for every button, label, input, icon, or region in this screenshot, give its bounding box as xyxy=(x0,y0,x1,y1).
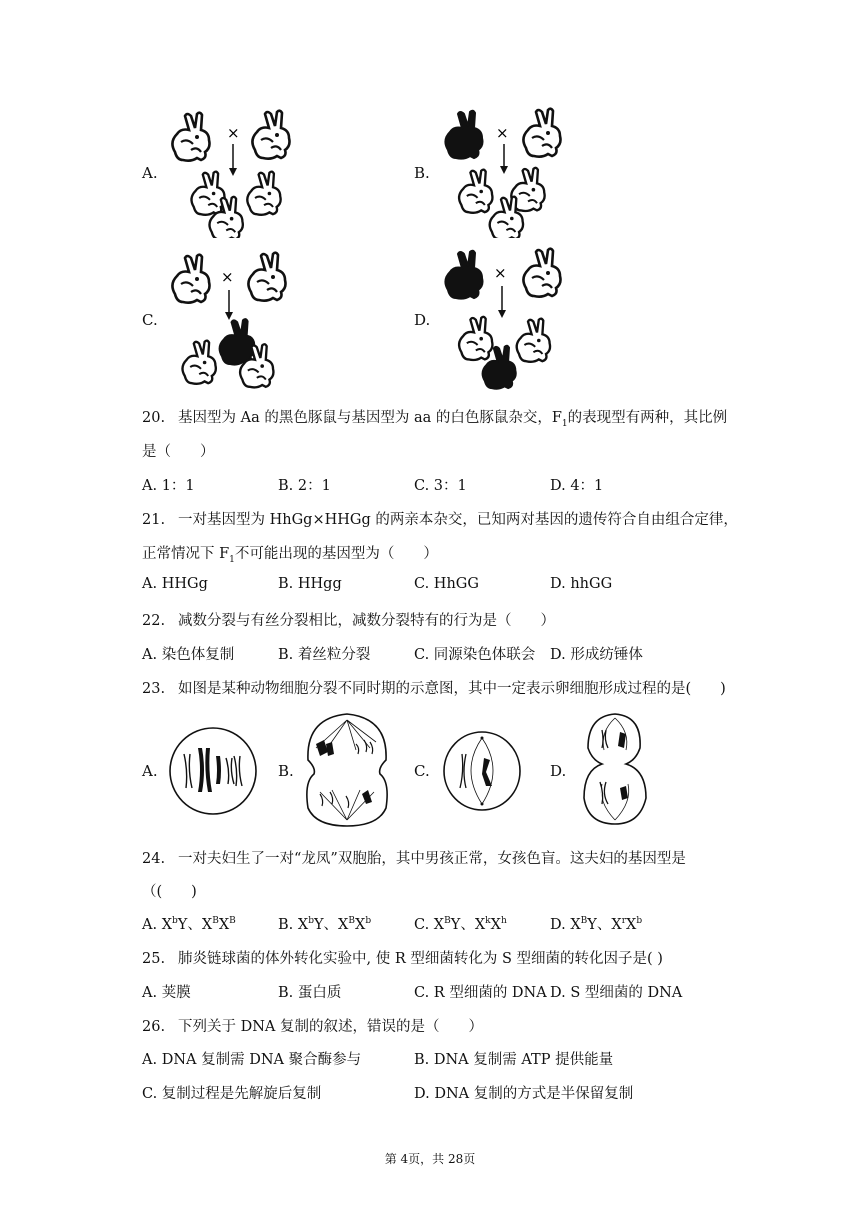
q20-stem-line2: 是（ ） xyxy=(142,444,215,460)
q25-option-b[interactable]: B. 蛋白质 xyxy=(278,985,342,1001)
q19-option-a-label: A. xyxy=(142,164,158,182)
page-footer: 第 4页，共 28页 xyxy=(384,1152,476,1166)
q19-option-b-label: B. xyxy=(414,164,430,182)
q21-stem-line1: 21. 一对基因型为 HhGg×HHGg 的两亲本杂交，已知两对基因的遗传符合自由组合定律， xyxy=(142,512,738,528)
q26-option-d[interactable]: D. DNA 复制的方式是半保留复制 xyxy=(414,1086,634,1102)
q26-stem: 26. 下列关于 DNA 复制的叙述，错误的是（ ） xyxy=(142,1019,484,1035)
q24-stem-line1: 24. 一对夫妇生了一对“龙凤”双胞胎，其中男孩正常，女孩色盲。这夫妇的基因型是 xyxy=(142,851,686,867)
q23-cell-a xyxy=(168,726,258,820)
q25-option-d[interactable]: D. S 型细菌的 DNA xyxy=(550,985,683,1001)
q21-option-c[interactable]: C. HhGG xyxy=(414,576,479,592)
q23-stem: 23. 如图是某种动物细胞分裂不同时期的示意图，其中一定表示卵细胞形成过程的是( ) xyxy=(142,681,726,697)
q23-cell-c xyxy=(442,730,522,816)
q23-cell-b xyxy=(302,712,392,832)
q25-option-c[interactable]: C. R 型细菌的 DNA xyxy=(414,985,547,1001)
svg-text:×: × xyxy=(221,268,234,286)
q21-stem-line2: 正常情况下 $F_1$不可能出现的基因型为（ ） xyxy=(142,546,438,565)
q23-option-d-label: D. xyxy=(550,762,567,780)
q22-option-d[interactable]: D. 形成纺锤体 xyxy=(550,647,643,663)
q21-option-b[interactable]: B. HHgg xyxy=(278,576,342,592)
q20-stem-line1: 20. 基因型为 Aa 的黑色豚鼠与基因型为 aa 的白色豚鼠杂交，$F_1$的表现型有两种，其比例 xyxy=(142,410,728,429)
q22-stem: 22. 减数分裂与有丝分裂相比，减数分裂特有的行为是（ ） xyxy=(142,613,555,629)
q20-option-b[interactable]: B. 2：1 xyxy=(278,478,331,494)
q19-figure-c xyxy=(165,250,300,394)
svg-text:×: × xyxy=(496,124,509,142)
q25-stem: 25. 肺炎链球菌的体外转化实验中, 使 R 型细菌转化为 S 型细菌的转化因子是( ) xyxy=(142,951,663,967)
q19-figure-d xyxy=(438,246,573,396)
q26-option-b[interactable]: B. DNA 复制需 ATP 提供能量 xyxy=(414,1052,614,1068)
q24-option-a[interactable]: A. $X^bY$、$X^BX^B$ xyxy=(142,916,236,933)
q24-option-b[interactable]: B. $X^bY$、$X^BX^b$ xyxy=(278,916,372,933)
q26-option-c[interactable]: C. 复制过程是先解旋后复制 xyxy=(142,1086,322,1102)
q22-option-c[interactable]: C. 同源染色体联会 xyxy=(414,647,536,663)
q23-option-a-label: A. xyxy=(142,762,158,780)
q23-option-c-label: C. xyxy=(414,762,430,780)
q23-cell-d xyxy=(580,712,650,830)
q19-option-c-label: C. xyxy=(142,311,158,329)
q24-option-c[interactable]: C. $X^BY$、$X^kX^h$ xyxy=(414,916,507,933)
q21-option-d[interactable]: D. hhGG xyxy=(550,576,613,592)
q20-option-a[interactable]: A. 1：1 xyxy=(142,478,195,494)
svg-text:×: × xyxy=(227,124,240,142)
q20-option-d[interactable]: D. 4：1 xyxy=(550,478,604,494)
q24-option-d[interactable]: D. $X^BY$、$X^rX^b$ xyxy=(550,916,643,933)
svg-text:×: × xyxy=(494,264,507,282)
q20-option-c[interactable]: C. 3：1 xyxy=(414,478,467,494)
q26-option-a[interactable]: A. DNA 复制需 DNA 聚合酶参与 xyxy=(142,1052,362,1068)
q19-figure-b xyxy=(438,106,573,242)
q19-figure-a xyxy=(165,108,300,242)
q25-option-a[interactable]: A. 荚膜 xyxy=(142,985,191,1001)
q22-option-a[interactable]: A. 染色体复制 xyxy=(142,647,235,663)
q19-option-d-label: D. xyxy=(414,311,431,329)
q21-option-a[interactable]: A. HHGg xyxy=(142,576,208,592)
q24-stem-line2: （( ) xyxy=(142,884,197,900)
q23-option-b-label: B. xyxy=(278,762,294,780)
q22-option-b[interactable]: B. 着丝粒分裂 xyxy=(278,647,371,663)
